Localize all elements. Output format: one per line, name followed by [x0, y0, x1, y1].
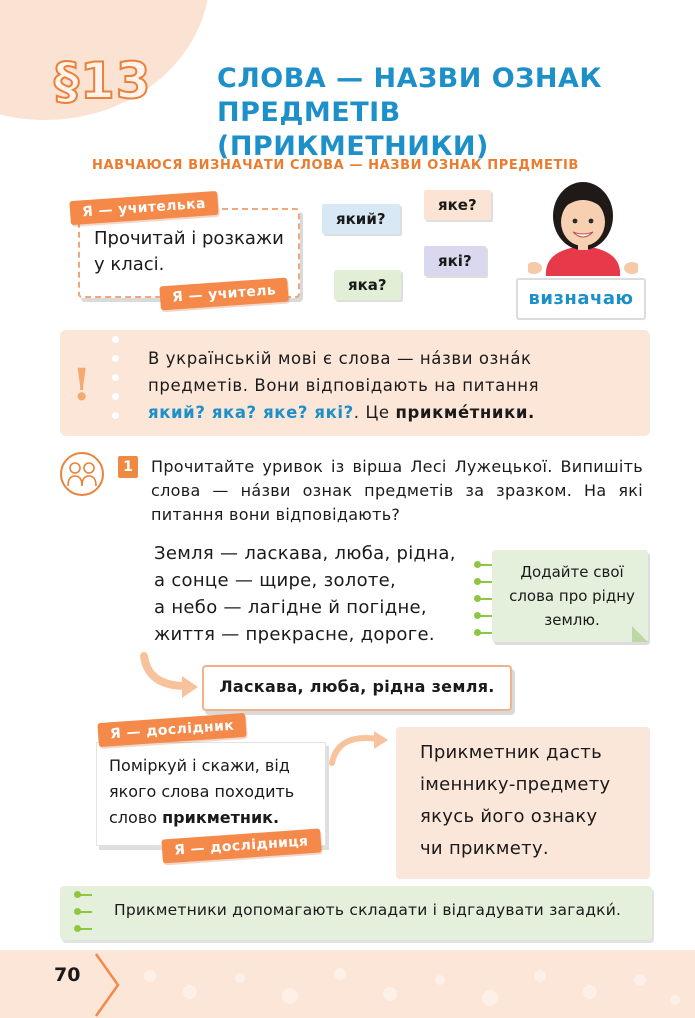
- teacher-female-tag: Я — учителька: [69, 191, 218, 225]
- poem-line-1: Земля — ласкава, люба, рідна,: [154, 543, 456, 564]
- define-label: визначаю: [516, 278, 646, 320]
- riddles-note-text: Прикметники допомагають складати і відгадувати загадки́.: [114, 901, 622, 919]
- teacher-text-line-1: Прочитай і розкажи: [94, 228, 284, 249]
- rule-dots: [112, 336, 120, 432]
- research-question-term: прикметник.: [162, 808, 280, 827]
- rule-line-1: В українській мові є слова — нáзви ознáк: [148, 349, 532, 368]
- researcher-male-tag: Я — дослідник: [97, 713, 247, 747]
- section-subtitle: НАВЧАЮСЯ ВИЗНАЧАТИ СЛОВА — НАЗВИ ОЗНАК ПРЕДМЕТІВ: [92, 158, 579, 173]
- sample-answer: Ласкава, люба, рідна земля.: [202, 665, 512, 711]
- curved-arrow-icon: [136, 652, 202, 702]
- note-fold: [632, 626, 648, 642]
- rule-questions: який? яка? яке? які?: [148, 403, 354, 422]
- researcher-female-tag: Я — дослідниця: [161, 828, 321, 863]
- note-bullets: [474, 558, 492, 643]
- pair-work-icon: [60, 452, 104, 496]
- rule-line-2: предметів. Вони відповідають на питання: [148, 376, 540, 395]
- rule-line-3: [148, 399, 640, 426]
- answer-line-4: чи прикмету.: [420, 838, 549, 859]
- research-question-text: Поміркуй і скажи, від якого слова походить слово: [109, 756, 295, 827]
- teacher-text-line-2: у класі.: [94, 254, 165, 275]
- poem-line-3: а небо — лагідне й погідне,: [154, 597, 427, 618]
- task-instructions: Прочитайте уривок із вірша Лесі Лужецької. Випишіть слова — нáзви ознак предметів за зразком. На які питання вони відповідають?: [151, 457, 643, 524]
- rule-term: прикмéтники.: [395, 403, 535, 422]
- title-line-2: ПРЕДМЕТІВ (ПРИКМЕТНИКИ): [217, 97, 489, 162]
- arrow-right-icon: [328, 727, 392, 767]
- rule-text: [148, 345, 640, 426]
- riddles-note-bullets: [74, 888, 92, 939]
- question-chip-yaka: яка?: [334, 270, 401, 300]
- answer-line-2: іменнику-предмету: [420, 774, 611, 795]
- research-answer-box: [396, 727, 650, 879]
- add-words-note: [492, 550, 648, 642]
- question-chip-yaki: які?: [424, 246, 486, 276]
- question-chip-yakyi: який?: [322, 204, 400, 234]
- poem-line-4: життя — прекрасне, дороге.: [154, 624, 435, 645]
- paragraph-number: §13: [54, 52, 152, 110]
- poem: [154, 540, 456, 648]
- teacher-male-tag: Я — учитель: [159, 278, 289, 311]
- title-line-1: СЛОВА — НАЗВИ ОЗНАК: [217, 63, 602, 94]
- rule-tail: . Це: [353, 403, 396, 422]
- page-number: 70: [54, 964, 81, 986]
- answer-line-1: Прикметник дасть: [420, 742, 602, 763]
- girl-illustration: [528, 176, 638, 276]
- answer-line-3: якусь його ознаку: [420, 806, 598, 827]
- exclamation-icon: !: [72, 360, 92, 411]
- add-words-note-text: Додайте свої слова про рідну землю.: [509, 563, 635, 629]
- task-number: 1: [118, 456, 138, 478]
- page-title: [217, 62, 677, 164]
- riddles-note: [60, 886, 652, 940]
- footer-pattern: [130, 962, 690, 1012]
- question-chip-yake: яке?: [424, 190, 491, 220]
- poem-line-2: а сонце — щире, золоте,: [154, 570, 397, 591]
- page-chevron-icon: [92, 952, 122, 1018]
